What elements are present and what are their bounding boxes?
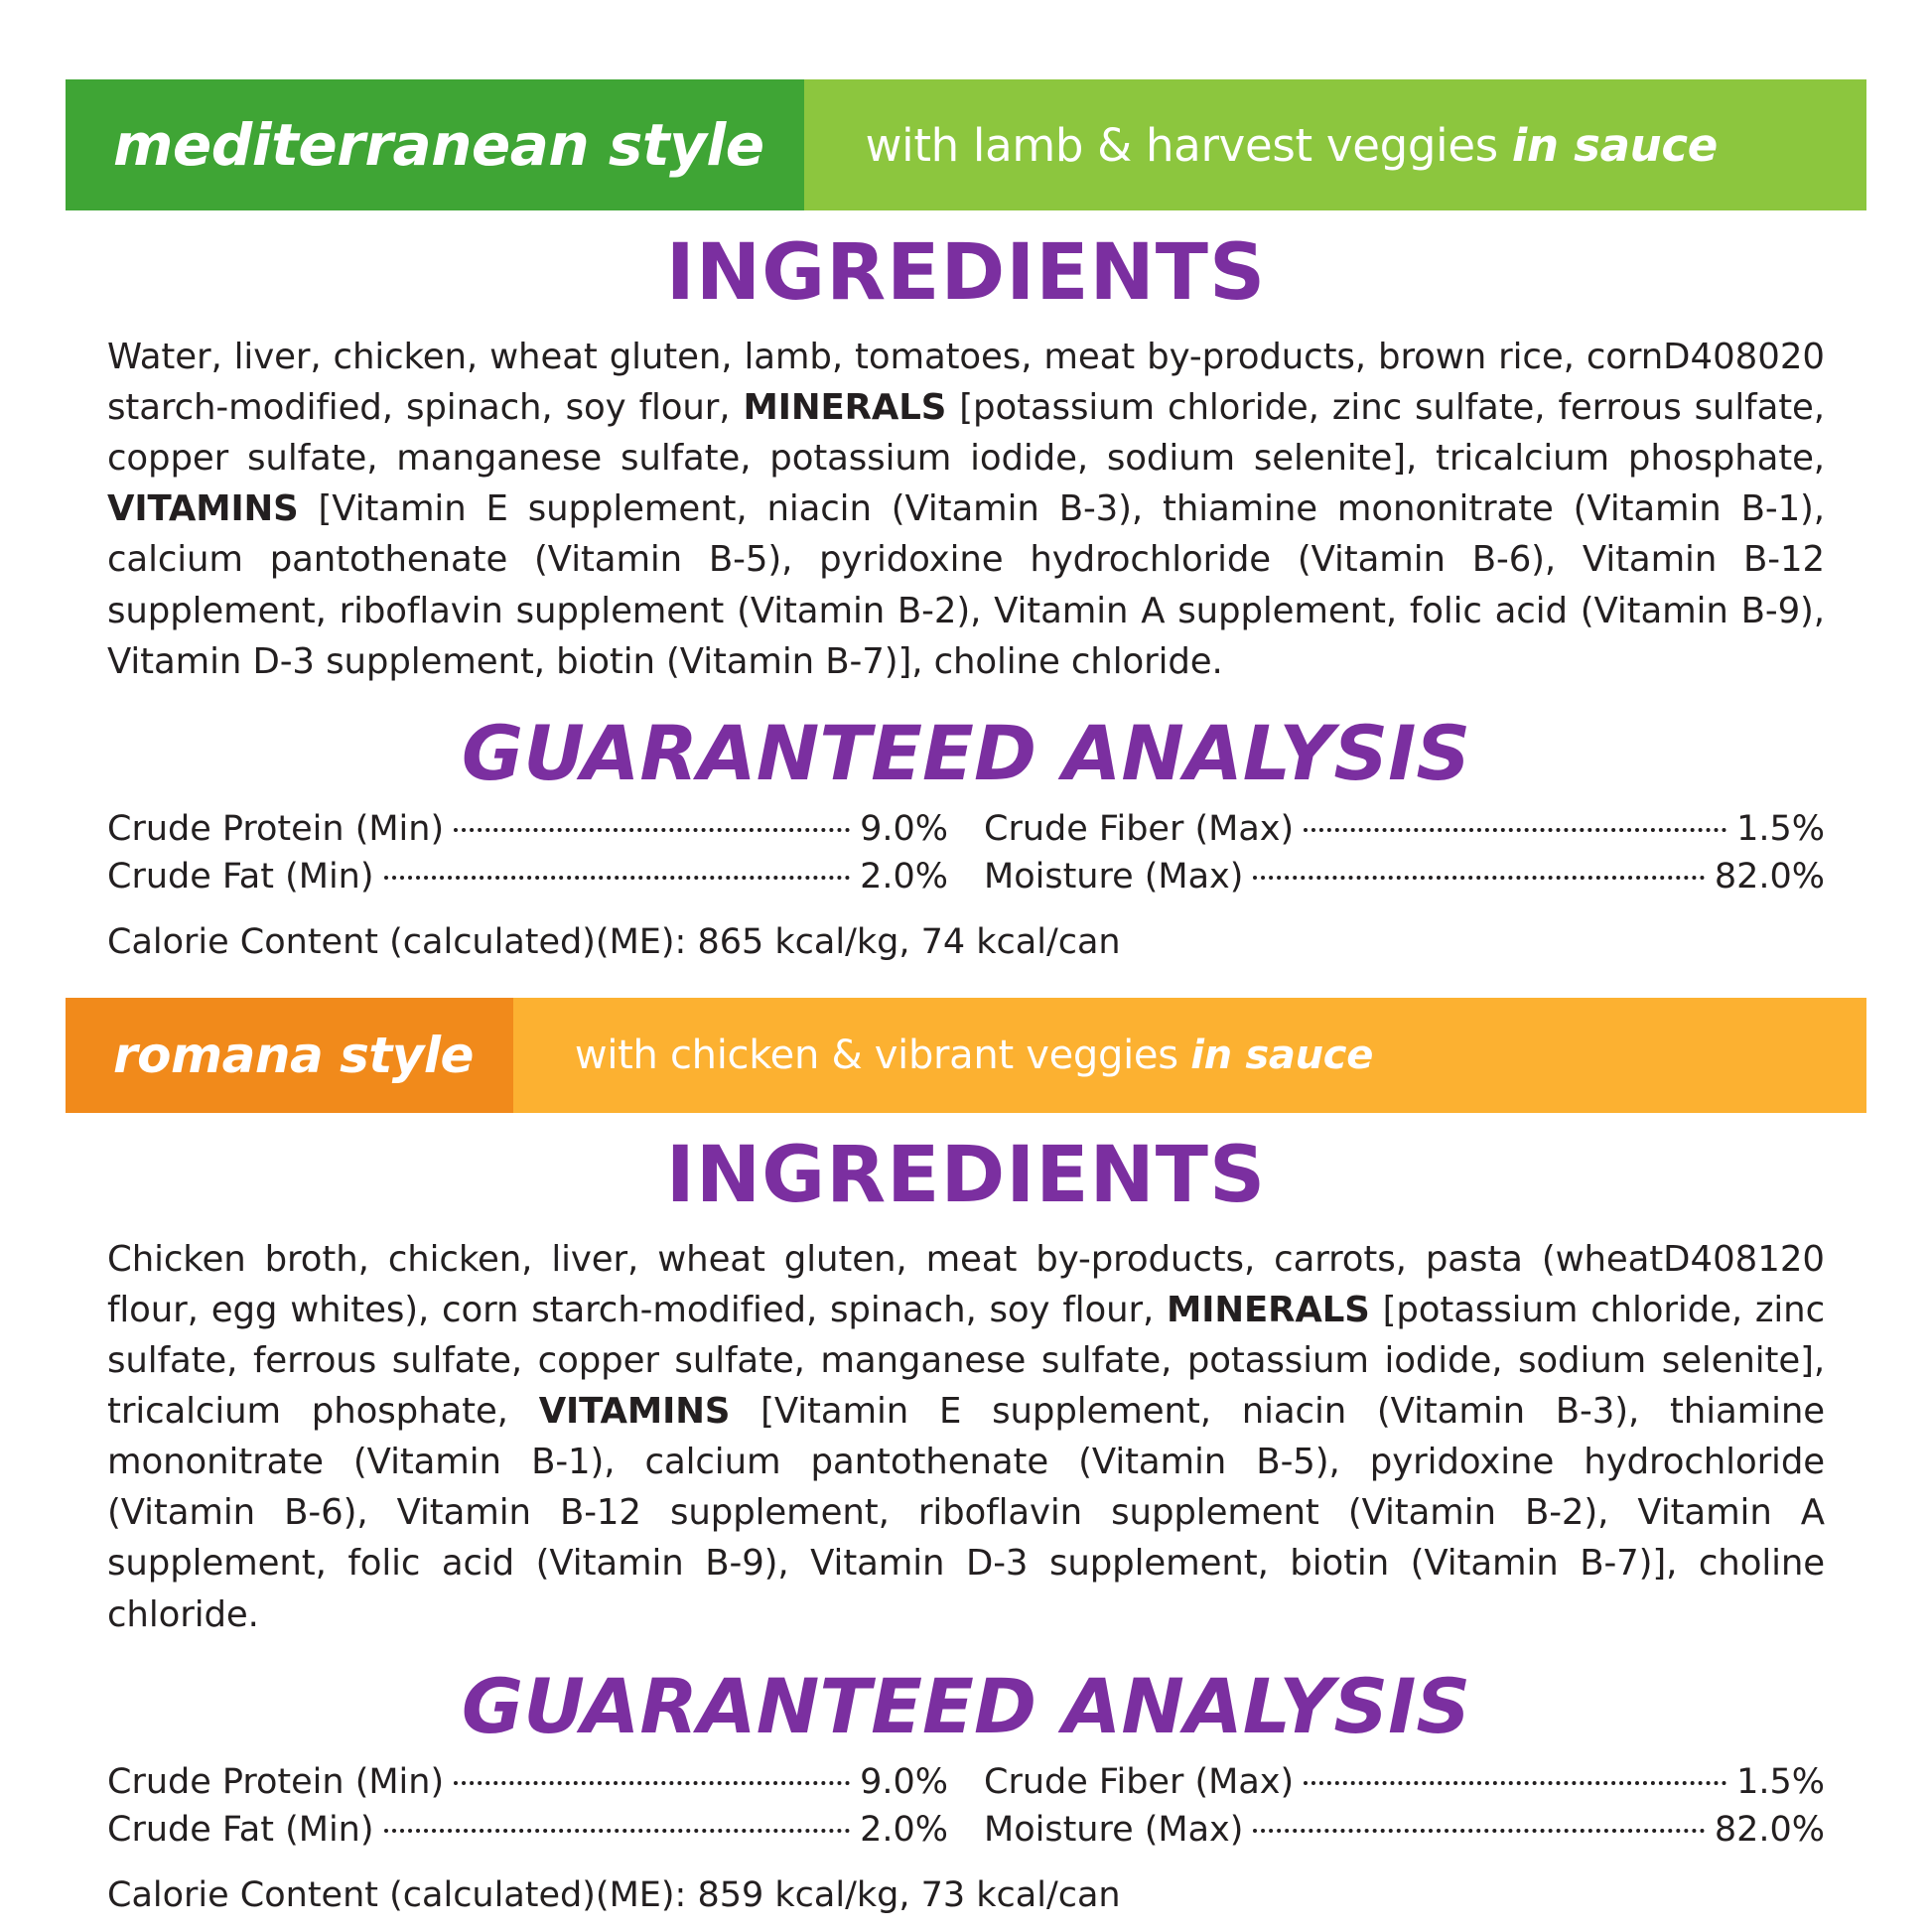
banner-descriptor-italic: in sauce bbox=[1511, 118, 1718, 172]
ingredients-seg-4: [Vitamin E supplement, niacin (Vitamin B-3), thiamine mononitrate (Vitamin B-1), calcium pantothenate (Vitamin B-5), pyridoxine hydrochloride (Vitamin B-6), Vitamin B-12 supplement, riboflavin supplement (Vitamin B-2), Vitamin A supplement, folic acid (Vitamin B-9), Vitamin D-3 supplement, biotin (Vitamin B-7)], choline chloride. bbox=[107, 488, 1825, 682]
analysis-row bbox=[107, 1762, 948, 1802]
ingredients-minerals-label: MINERALS bbox=[1167, 1289, 1370, 1330]
analysis-label: Moisture (Max) bbox=[984, 1809, 1244, 1850]
analysis-label: Crude Fiber (Max) bbox=[984, 1761, 1295, 1802]
product-section-romana bbox=[107, 962, 1825, 1915]
analysis-value: 2.0% bbox=[860, 1809, 948, 1850]
analysis-row bbox=[984, 1810, 1825, 1850]
analysis-label: Moisture (Max) bbox=[984, 856, 1244, 897]
analysis-row bbox=[107, 1810, 948, 1850]
banner-descriptor-prefix: with chicken & vibrant veggies bbox=[574, 1032, 1191, 1078]
product-code: D408020 bbox=[1663, 337, 1825, 377]
analysis-value: 82.0% bbox=[1714, 1809, 1825, 1850]
analysis-label: Crude Fiber (Max) bbox=[984, 808, 1295, 849]
analysis-row bbox=[107, 809, 948, 849]
analysis-row bbox=[984, 1762, 1825, 1802]
ingredients-seg-2: [potassium chloride, zinc sulfate, ferrous sulfate, copper sulfate, manganese sulfate, potassium iodide, sodium selenite], tricalcium phosphate, bbox=[107, 387, 1825, 480]
analysis-label: Crude Protein (Min) bbox=[107, 808, 445, 849]
analysis-value: 1.5% bbox=[1736, 1761, 1825, 1802]
ingredients-vitamins-label: VITAMINS bbox=[538, 1391, 731, 1433]
ingredients-text bbox=[107, 332, 1825, 687]
dot-leader bbox=[384, 876, 851, 880]
calorie-content: Calorie Content (calculated)(ME): 859 kcal/kg, 73 kcal/can bbox=[107, 1874, 1121, 1915]
calorie-content: Calorie Content (calculated)(ME): 865 kcal/kg, 74 kcal/can bbox=[107, 921, 1121, 962]
banner-style-name-container bbox=[66, 998, 513, 1113]
ingredients-seg-0: Chicken broth, chicken, liver, wheat gluten, meat by-products, carrots, pasta (wheat flour, egg whites), corn starch-modified, spinach, soy flour, bbox=[107, 1238, 1664, 1330]
ingredients-text bbox=[107, 1234, 1825, 1640]
ingredients-seg-4: [Vitamin E supplement, niacin (Vitamin B-3), thiamine mononitrate (Vitamin B-1), calcium pantothenate (Vitamin B-5), pyridoxine hydrochloride (Vitamin B-6), Vitamin B-12 supplement, riboflavin supplement (Vitamin B-2), Vitamin A supplement, folic acid (Vitamin B-9), Vitamin D-3 supplement, biotin (Vitamin B-7)], choline chloride. bbox=[107, 1391, 1825, 1635]
banner-descriptor-container bbox=[513, 998, 1866, 1113]
ingredients-seg-0: Water, liver, chicken, wheat gluten, lamb, tomatoes, meat by-products, brown rice, corn starch-modified, spinach, soy flour, bbox=[107, 337, 1664, 429]
dot-leader bbox=[1304, 828, 1726, 832]
ingredients-heading: INGREDIENTS bbox=[665, 1130, 1267, 1220]
dot-leader bbox=[1304, 1781, 1726, 1785]
dot-leader bbox=[454, 828, 850, 832]
banner-descriptor bbox=[866, 119, 1718, 172]
product-banner-mediterranean bbox=[66, 79, 1866, 210]
ingredients-heading: INGREDIENTS bbox=[665, 228, 1267, 318]
analysis-row bbox=[984, 809, 1825, 849]
banner-descriptor-prefix: with lamb & harvest veggies bbox=[865, 118, 1512, 172]
analysis-value: 9.0% bbox=[860, 1761, 948, 1802]
analysis-label: Crude Protein (Min) bbox=[107, 1761, 445, 1802]
guaranteed-analysis-heading: GUARANTEED ANALYSIS bbox=[461, 708, 1471, 797]
dot-leader bbox=[1253, 1829, 1704, 1833]
analysis-row bbox=[984, 857, 1825, 897]
product-code: D408120 bbox=[1663, 1238, 1825, 1280]
banner-style-name: romana style bbox=[113, 1026, 474, 1084]
dot-leader bbox=[1253, 876, 1704, 880]
analysis-label: Crude Fat (Min) bbox=[107, 856, 374, 897]
guaranteed-analysis-heading: GUARANTEED ANALYSIS bbox=[461, 1661, 1471, 1750]
ingredients-vitamins-label: VITAMINS bbox=[107, 488, 299, 530]
guaranteed-analysis-grid bbox=[107, 1762, 1825, 1850]
product-banner-romana bbox=[66, 998, 1866, 1113]
ingredients-minerals-label: MINERALS bbox=[743, 387, 947, 429]
analysis-value: 1.5% bbox=[1736, 808, 1825, 849]
banner-descriptor bbox=[575, 1033, 1373, 1078]
banner-descriptor-container bbox=[804, 79, 1866, 210]
guaranteed-analysis-grid bbox=[107, 809, 1825, 897]
analysis-label: Crude Fat (Min) bbox=[107, 1809, 374, 1850]
banner-descriptor-italic: in sauce bbox=[1190, 1032, 1374, 1078]
banner-style-name-container bbox=[66, 79, 804, 210]
product-section-mediterranean bbox=[107, 0, 1825, 962]
analysis-value: 82.0% bbox=[1714, 856, 1825, 897]
dot-leader bbox=[384, 1829, 851, 1833]
analysis-value: 2.0% bbox=[860, 856, 948, 897]
analysis-value: 9.0% bbox=[860, 808, 948, 849]
dot-leader bbox=[454, 1781, 850, 1785]
ingredients-seg-2: [potassium chloride, zinc sulfate, ferrous sulfate, copper sulfate, manganese sulfate, potassium iodide, sodium selenite], tricalcium phosphate, bbox=[107, 1289, 1825, 1433]
analysis-row bbox=[107, 857, 948, 897]
banner-style-name: mediterranean style bbox=[113, 111, 764, 179]
